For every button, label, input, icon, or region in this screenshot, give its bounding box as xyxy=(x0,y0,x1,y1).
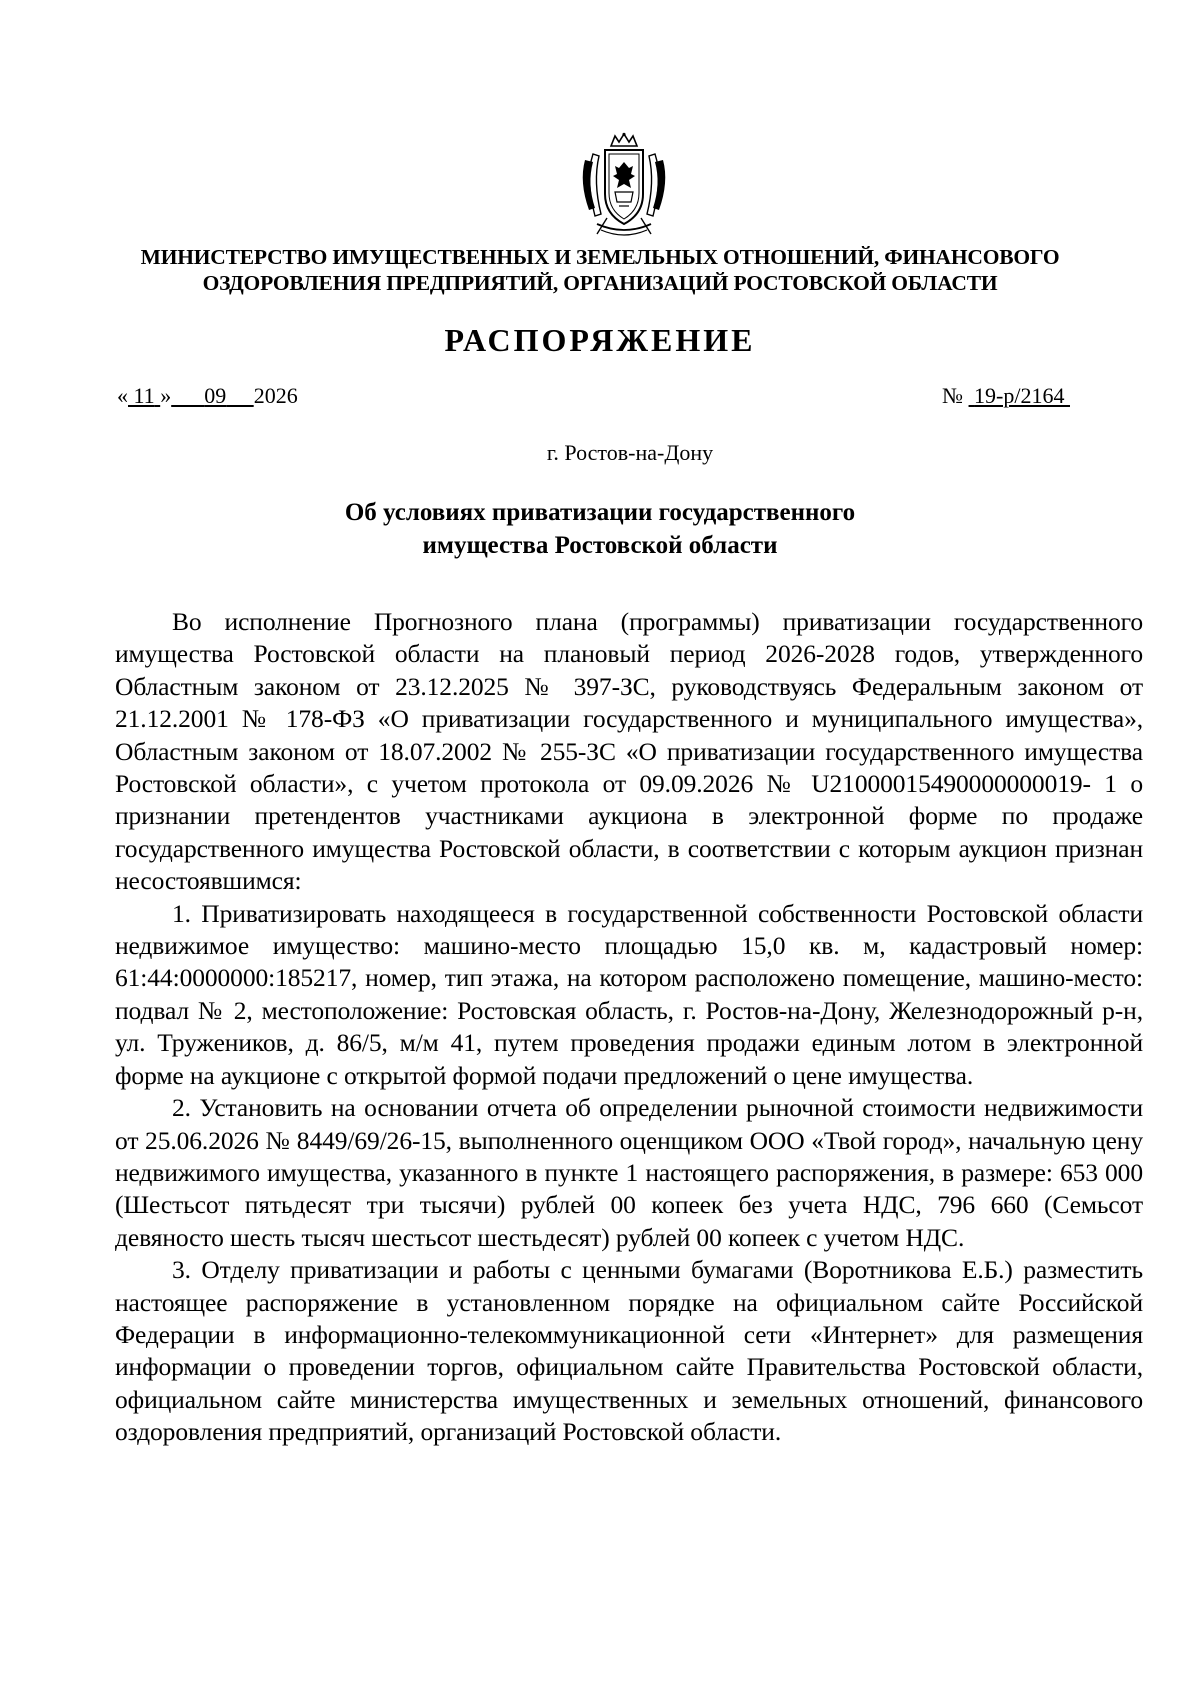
ministry-line-1: МИНИСТЕРСТВО ИМУЩЕСТВЕННЫХ И ЗЕМЕЛЬНЫХ ОТНОШЕНИЙ, ФИНАНСОВОГО xyxy=(140,245,1060,269)
coat-of-arms-icon xyxy=(575,132,673,240)
date-year: 2026 xyxy=(253,383,298,408)
clause-2-paragraph: 2. Установить на основании отчета об определении рыночной стоимости недвижимости от 25.06.2026 № 8449/69/26-15, выполненного оценщиком ООО «Твой город», начальную цену недвижимого имущества, указанного в пункте 1 настоящего распоряжения, в размере: 653 000 (Шестьсот пятьдесят три тысячи) рублей 00 копеек без учета НДС, 796 660 (Семьсот девяносто шесть тысяч шестьсот шестьдесят) рублей 00 копеек с учетом НДС. xyxy=(115,1093,1143,1252)
document-subject xyxy=(90,496,1110,562)
ministry-line-2: ОЗДОРОВЛЕНИЯ ПРЕДПРИЯТИЙ, ОРГАНИЗАЦИЙ РОСТОВСКОЙ ОБЛАСТИ xyxy=(202,271,998,295)
clause-1-paragraph: 1. Приватизировать находящееся в государственной собственности Ростовской области недвижимое имущество: машино-место площадью 15,0 кв. м, кадастровый номер: 61:44:0000000:185217, номер, тип этажа, на котором расположено помещение, машино-место: подвал № 2, местоположение: Ростовская область, г. Ростов-на-Дону, Железнодорожный р-н, ул. Тружеников, д. 86/5, м/м 41, путем проведения продажи единым лотом в электронной форме на аукционе с открытой формой подачи предложений о цене имущества. xyxy=(115,898,1143,1090)
document-date xyxy=(117,383,298,409)
date-month: 09 xyxy=(204,383,227,408)
ministry-name xyxy=(90,244,1110,296)
number-value: 19-р/2164 xyxy=(974,383,1065,408)
document-number xyxy=(942,383,1070,409)
date-close-quote: » xyxy=(160,383,172,408)
subject-line-2: имущества Ростовской области xyxy=(422,532,778,559)
preamble-paragraph: Во исполнение Прогнозного плана (программы) приватизации государственного имущества Ростовской области на плановый период 2026-2028 годов, утвержденного Областным законом от 23.12.2025 № 397-ЗС, руководствуясь Федеральным законом от 21.12.2001 № 178-ФЗ «О приватизации государственного и муниципального имущества», Областным законом от 18.07.2002 № 255-ЗС «О приватизации государственного имущества Ростовской области», с учетом протокола от 09.09.2026 № U21000015490000000019- 1 о признании претендентов участниками аукциона в электронной форме по продаже государственного имущества Ростовской области, в соответствии с которым аукцион признан несостоявшимся: xyxy=(115,607,1143,896)
city: г. Ростов-на-Дону xyxy=(546,440,714,465)
clause-3-paragraph: 3. Отделу приватизации и работы с ценными бумагами (Воротникова Е.Б.) разместить настоящее распоряжение в установленном порядке на официальном сайте Российской Федерации в информационно-телекоммуникационной сети «Интернет» для размещения информации о проведении торгов, официальном сайте Правительства Ростовской области, официальном сайте министерства имущественных и земельных отношений, финансового оздоровления предприятий, организаций Ростовской области. xyxy=(115,1255,1143,1447)
document-type-title: РАСПОРЯЖЕНИЕ xyxy=(444,322,756,358)
date-open-quote: « xyxy=(117,383,128,408)
subject-line-1: Об условиях приватизации государственного xyxy=(344,499,856,526)
number-sign: № xyxy=(942,383,964,408)
date-day: 11 xyxy=(133,383,155,408)
document-body xyxy=(115,606,1143,1449)
